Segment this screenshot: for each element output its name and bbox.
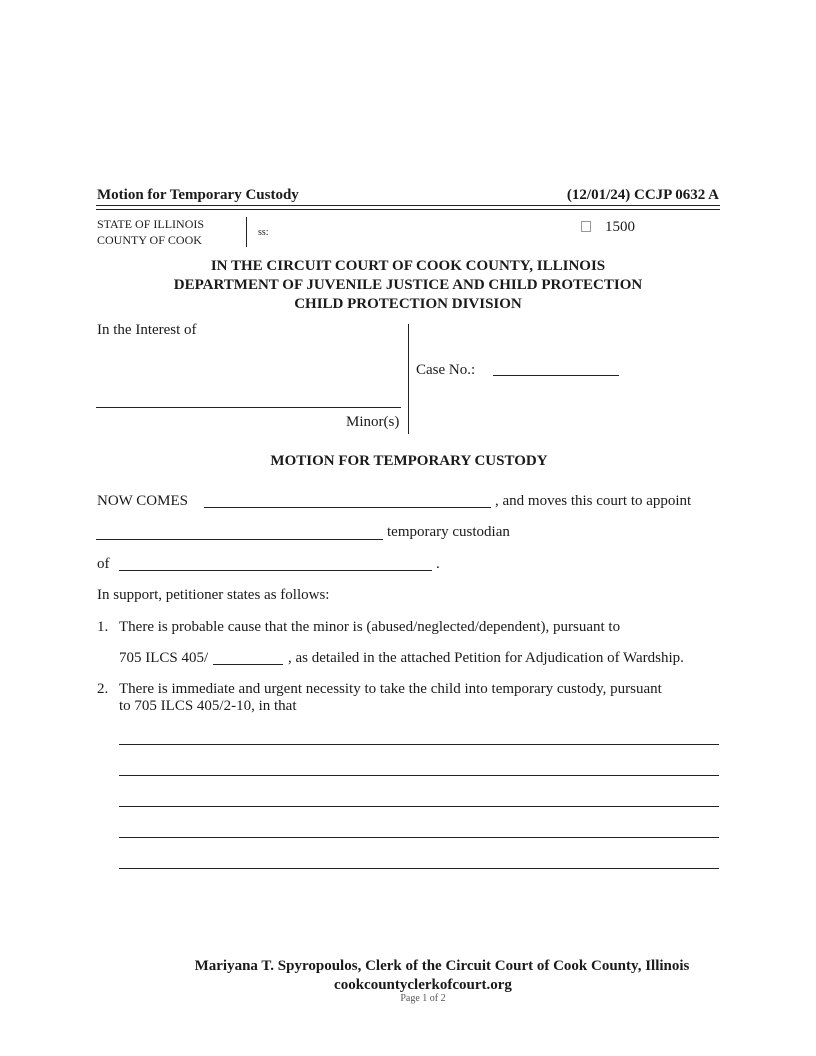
of-field[interactable] (119, 570, 432, 571)
division-number: 1500 (605, 219, 635, 235)
venue-county: COUNTY OF COOK (97, 233, 202, 247)
item-2-line-2: to 705 ILCS 405/2-10, in that (119, 698, 297, 714)
venue-state: STATE OF ILLINOIS (97, 217, 205, 231)
of-end: . (436, 556, 440, 572)
item-1-text: There is probable cause that the minor is (abused/neglected/dependent), pursuant to (119, 619, 621, 635)
footer-website: cookcountyclerkofcourt.org (334, 977, 512, 993)
header-rule-bottom (96, 209, 720, 210)
venue-divider (246, 217, 247, 247)
minor-label: Minor(s) (346, 414, 400, 430)
custodian-label: temporary custodian (387, 524, 510, 540)
form-code: (12/01/24) CCJP 0632 A (566, 187, 719, 203)
caption-divider (408, 324, 409, 434)
reason-line-5[interactable] (119, 868, 719, 869)
item-2-number: 2. (97, 681, 109, 697)
custodian-field[interactable] (96, 539, 383, 540)
footer-page-number: Page 1 of 2 (400, 993, 446, 1004)
now-comes-label: NOW COMES (97, 493, 188, 509)
case-no-field[interactable] (493, 375, 619, 376)
of-label: of (97, 556, 110, 572)
reason-line-1[interactable] (119, 744, 719, 745)
motion-title: MOTION FOR TEMPORARY CUSTODY (270, 453, 548, 469)
reason-line-4[interactable] (119, 837, 719, 838)
court-line-1: IN THE CIRCUIT COURT OF COOK COUNTY, ILLINOIS (210, 258, 606, 274)
division-checkbox[interactable] (581, 221, 591, 232)
moves-text: , and moves this court to appoint (495, 493, 692, 509)
in-the-interest-label: In the Interest of (97, 322, 197, 338)
item-2-line-1: There is immediate and urgent necessity to take the child into temporary custody, pursuant (119, 681, 662, 697)
footer-clerk: Mariyana T. Spyropoulos, Clerk of the Circuit Court of Cook County, Illinois (194, 958, 690, 974)
venue-ss: ss: (258, 227, 269, 238)
form-title: Motion for Temporary Custody (97, 187, 299, 203)
reason-line-3[interactable] (119, 806, 719, 807)
minor-name-field[interactable] (96, 407, 401, 408)
item-1-ilcs-prefix: 705 ILCS 405/ (119, 650, 209, 666)
ilcs-section-field[interactable] (213, 664, 283, 665)
venue-block (97, 216, 204, 248)
item-1-number: 1. (97, 619, 109, 635)
header-rule-top (96, 205, 720, 206)
support-text: In support, petitioner states as follows: (97, 587, 330, 603)
case-no-label: Case No.: (416, 362, 476, 378)
petitioner-field[interactable] (204, 507, 491, 508)
court-line-3: CHILD PROTECTION DIVISION (294, 296, 522, 312)
court-line-2: DEPARTMENT OF JUVENILE JUSTICE AND CHILD PROTECTION (173, 277, 643, 293)
item-1-ilcs-suffix: , as detailed in the attached Petition for Adjudication of Wardship. (288, 650, 684, 666)
reason-line-2[interactable] (119, 775, 719, 776)
